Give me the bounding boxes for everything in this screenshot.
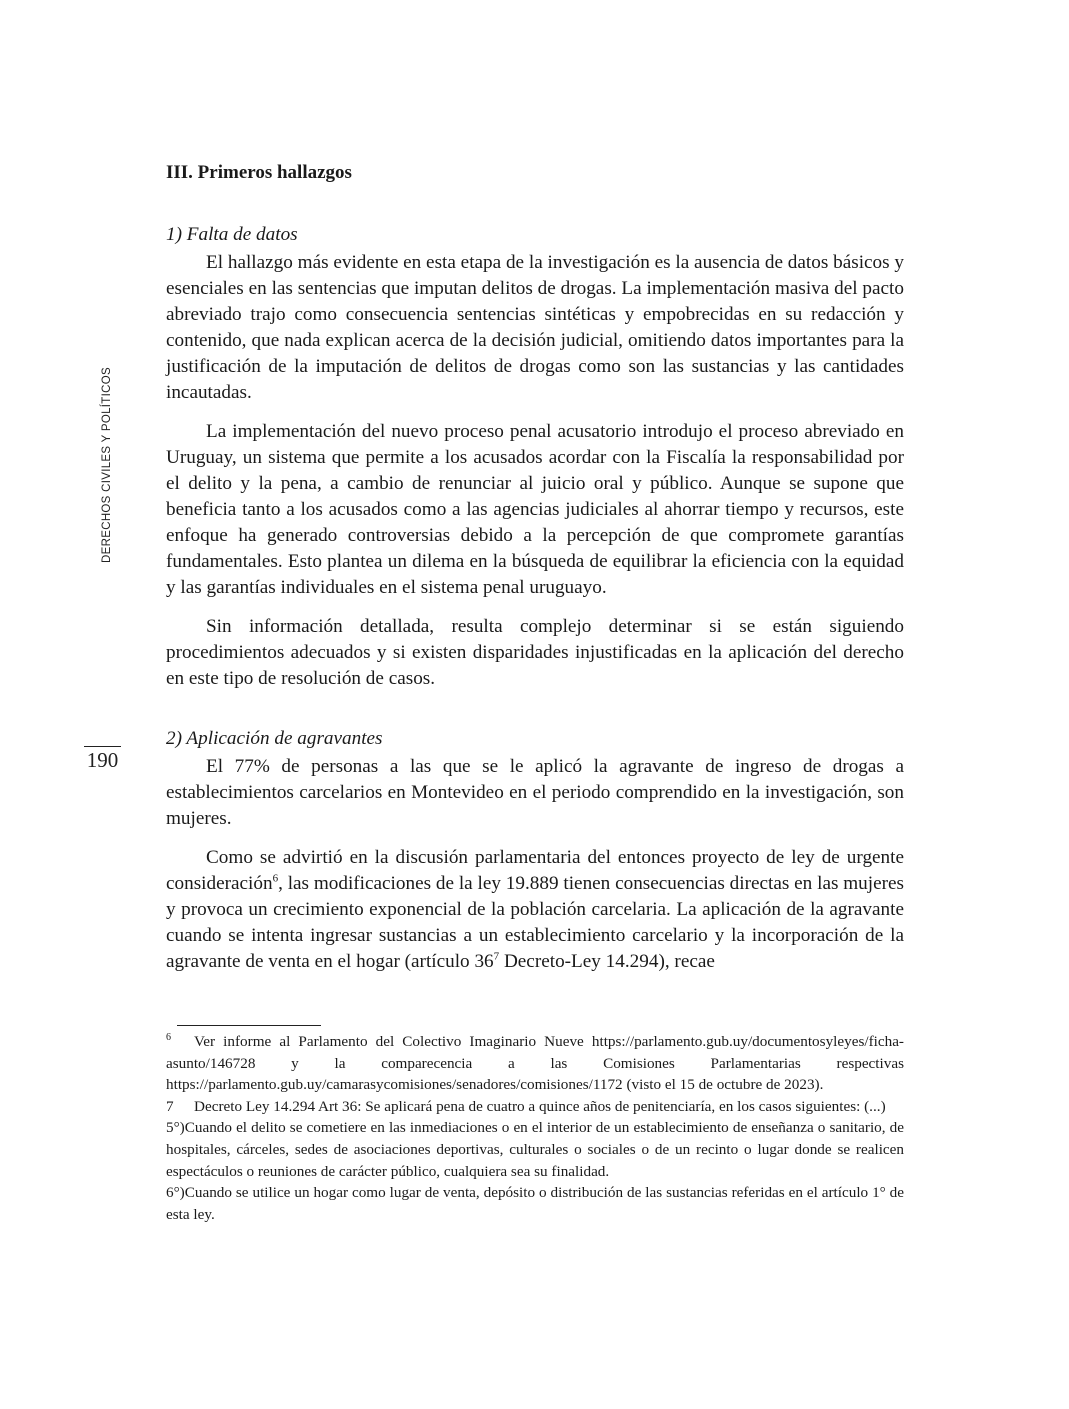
page-number-rule bbox=[84, 746, 121, 747]
paragraph-5-part-a: Como se advirtió en la discusión parlamentaria del entonces proyecto de ley de urgente consideración bbox=[166, 847, 904, 894]
footnote-6-text: Ver informe al Parlamento del Colectivo Imaginario Nueve https://parlamento.gub.uy/documentosyleyes/ficha-asunto/146728 y la comparecencia a las Comisiones Parlamentarias respectivas https://parlamento.gub.uy/camarasycomisiones/senadores/comisiones/1172 (visto el 15 de octubre de 2023). bbox=[166, 1033, 904, 1094]
paragraph-1: El hallazgo más evidente en esta etapa de la investigación es la ausencia de datos básicos y esenciales en las sentencias que imputan delitos de drogas. La implementación masiva del pacto abreviado trajo como consecuencia sentencias sintéticas y empobrecidas en su redacción y contenido, que nada explican acerca de la decisión judicial, omitiendo datos importantes para la justificación de la imputación de delitos de drogas como son las sustancias y las cantidades incautadas. bbox=[166, 252, 904, 403]
footnote-separator bbox=[177, 1025, 321, 1026]
paragraph-5-part-c: Decreto-Ley 14.294), recae bbox=[499, 951, 715, 972]
footnotes bbox=[166, 1031, 904, 1225]
section-heading: III. Primeros hallazgos bbox=[166, 162, 352, 183]
footnote-7-item-5: 5°)Cuando el delito se cometiere en las inmediaciones o en el interior de un establecimiento de enseñanza o sanitario, de hospitales, cárceles, sedes de asociaciones deportivas, culturales o sociales o de un recinto o lugar donde se realicen espectáculos o reuniones de carácter público, cualquiera sea su finalidad. bbox=[166, 1119, 904, 1180]
footnote-7-item-6: 6°)Cuando se utilice un hogar como lugar de venta, depósito o distribución de las sustancias referidas en el artículo 1° de esta ley. bbox=[166, 1184, 904, 1223]
footnote-7-text: Decreto Ley 14.294 Art 36: Se aplicará pena de cuatro a quince años de penitenciaría, en los casos siguientes: (...) bbox=[194, 1097, 886, 1115]
footnote-6: 6 Ver informe al Parlamento del Colectivo Imaginario Nueve https://parlamento.gub.uy/documentosyleyes/ficha-asunto/146728 y la comparecencia a las Comisiones Parlamentarias respectivas https://parlamento.gub.uy/camarasycomisiones/senadores/comisiones/1172 (visto el 15 de octubre de 2023). bbox=[166, 1031, 904, 1094]
main-text bbox=[166, 160, 904, 975]
paragraph-3: Sin información detallada, resulta complejo determinar si se están siguiendo procedimientos adecuados y si existen disparidades injustificadas en la aplicación del derecho en este tipo de resolución de casos. bbox=[166, 616, 904, 689]
paragraph-5-part-b: , las modificaciones de la ley 19.889 tienen consecuencias directas en las mujeres y provoca un crecimiento exponencial de la población carcelaria. La aplicación de la agravante cuando se intenta ingresar sustancias a un establecimiento carcelario y la incorporación de la agravante de venta en el hogar (artículo 36 bbox=[166, 873, 904, 972]
subsection-heading-1: 1) Falta de datos bbox=[166, 224, 298, 245]
page-number: 190 bbox=[86, 748, 119, 772]
subsection-heading-2: 2) Aplicación de agravantes bbox=[166, 728, 383, 749]
paragraph-5 bbox=[166, 845, 904, 975]
paragraph-4: El 77% de personas a las que se le aplicó la agravante de ingreso de drogas a establecimientos carcelarios en Montevideo en el periodo comprendido en la investigación, son mujeres. bbox=[166, 756, 904, 829]
footnote-7-mark: 7 bbox=[166, 1097, 174, 1115]
running-side-label: DERECHOS CIVILES Y POLÍTICOS bbox=[101, 367, 113, 563]
paragraph-2: La implementación del nuevo proceso penal acusatorio introdujo el proceso abreviado en Uruguay, un sistema que permite a los acusados acordar con la Fiscalía la responsabilidad por el delito y la pena, a cambio de renunciar al juicio oral y público. Aunque se supone que beneficia tanto a los acusados como a las agencias judiciales al ahorrar tiempo y recursos, este enfoque ha generado controversias debido a la percepción de que compromete garantías fundamentales. Esto plantea un dilema en la búsqueda de equilibrar la eficiencia con la equidad y las garantías individuales en el sistema penal uruguayo. bbox=[166, 421, 904, 598]
footnote-7 bbox=[166, 1096, 904, 1118]
footnote-ref-7[interactable]: 7 bbox=[493, 950, 500, 963]
footnote-ref-6[interactable]: 6 bbox=[272, 872, 279, 885]
